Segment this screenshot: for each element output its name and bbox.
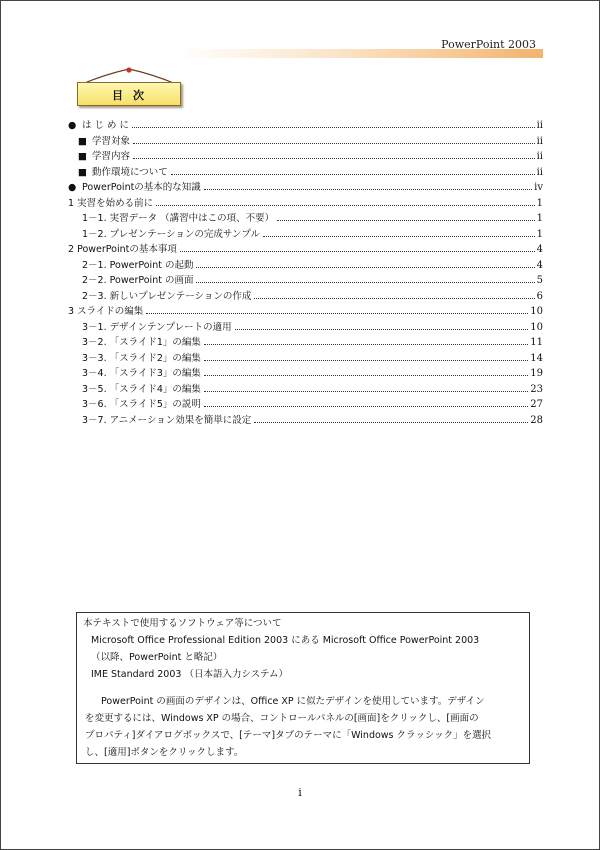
bullet-square-icon: ■ <box>78 135 87 147</box>
toc-section-2-2[interactable]: 2－2. PowerPoint の画面 5 <box>82 275 543 286</box>
software-note-paragraph: し、[適用]ボタンをクリックします。 <box>85 747 244 758</box>
toc-section-3-2[interactable]: 3－2. 「スライド1」の編集 11 <box>82 337 543 348</box>
toc-section-2-3[interactable]: 2－3. 新しいプレゼンテーションの作成 6 <box>82 290 543 302</box>
bullet-square-icon: ■ <box>78 151 87 162</box>
software-note-heading: 本テキストで使用するソフトウェア等について <box>83 618 282 629</box>
dot-leader <box>132 127 535 128</box>
bullet-square-icon: ■ <box>78 166 87 178</box>
table-of-contents <box>68 118 543 428</box>
toc-chapter-3[interactable]: 3 スライドの編集 10 <box>68 306 543 317</box>
software-note-line: Microsoft Office Professional Edition 2003 にある Microsoft Office PowerPoint 2003 <box>91 635 480 646</box>
bullet-circle-icon: ● <box>68 120 77 131</box>
toc-section-3-3[interactable]: 3－3. 「スライド2」の編集 14 <box>82 352 543 364</box>
software-note-paragraph: プロパティ]ダイアログボックスで、[テーマ]タブのテーマに「Windows クラッシック」を選択 <box>85 730 492 741</box>
toc-section-3-7[interactable]: 3－7. アニメーション効果を簡単に設定 28 <box>82 414 543 426</box>
bullet-circle-icon: ● <box>68 182 77 193</box>
toc-entry-learning-content[interactable]: ■ 学習内容 ii <box>82 149 543 165</box>
page-ref: ii <box>536 120 543 131</box>
toc-entry-hajimeni[interactable]: ● は じ め に ii <box>82 118 543 134</box>
software-note-paragraph: を変更するには、Windows XP の場合、コントロールパネルの[画面]をクリックし、[画面の <box>85 713 479 724</box>
sign-board <box>77 82 181 106</box>
toc-chapter-1[interactable]: 1 実習を始める前に 1 <box>68 197 543 209</box>
toc-section-2-1[interactable]: 2－1. PowerPoint の起動 4 <box>82 259 543 271</box>
toc-entry-environment[interactable]: ■ 動作環境について ii <box>82 165 543 181</box>
toc-entry-learning-target[interactable]: ■ 学習対象 ii <box>82 134 543 150</box>
page-number: i <box>298 786 302 799</box>
header-title: PowerPoint 2003 <box>441 38 536 51</box>
toc-section-1-2[interactable]: 1－2. プレゼンテーションの完成サンプル 1 <box>82 228 543 240</box>
toc-section-3-5[interactable]: 3－5. 「スライド4」の編集 23 <box>82 383 543 395</box>
software-note-line: IME Standard 2003 （日本語入力システム） <box>91 669 289 680</box>
toc-section-3-6[interactable]: 3－6. 「スライド5」の説明 27 <box>82 399 543 410</box>
toc-section-3-1[interactable]: 3－1. デザインテンプレートの適用 10 <box>82 321 543 333</box>
software-note-line: （以降、PowerPoint と略記） <box>91 652 223 663</box>
software-note-paragraph: PowerPoint の画面のデザインは、Office XP に似たデザインを使用しています。デザイン <box>101 696 485 707</box>
toc-sign <box>76 66 182 108</box>
toc-chapter-2[interactable]: 2 PowerPointの基本事項 4 <box>68 244 543 255</box>
toc-heading: 目次 <box>112 89 154 102</box>
toc-section-1-1[interactable]: 1－1. 実習データ （講習中はこの項、不要） 1 <box>82 213 543 224</box>
toc-section-3-4[interactable]: 3－4. 「スライド3」の編集 19 <box>82 368 543 379</box>
software-note-box <box>76 612 530 764</box>
toc-entry-basic-knowledge[interactable]: ● PowerPointの基本的な知識 iv <box>82 180 543 196</box>
